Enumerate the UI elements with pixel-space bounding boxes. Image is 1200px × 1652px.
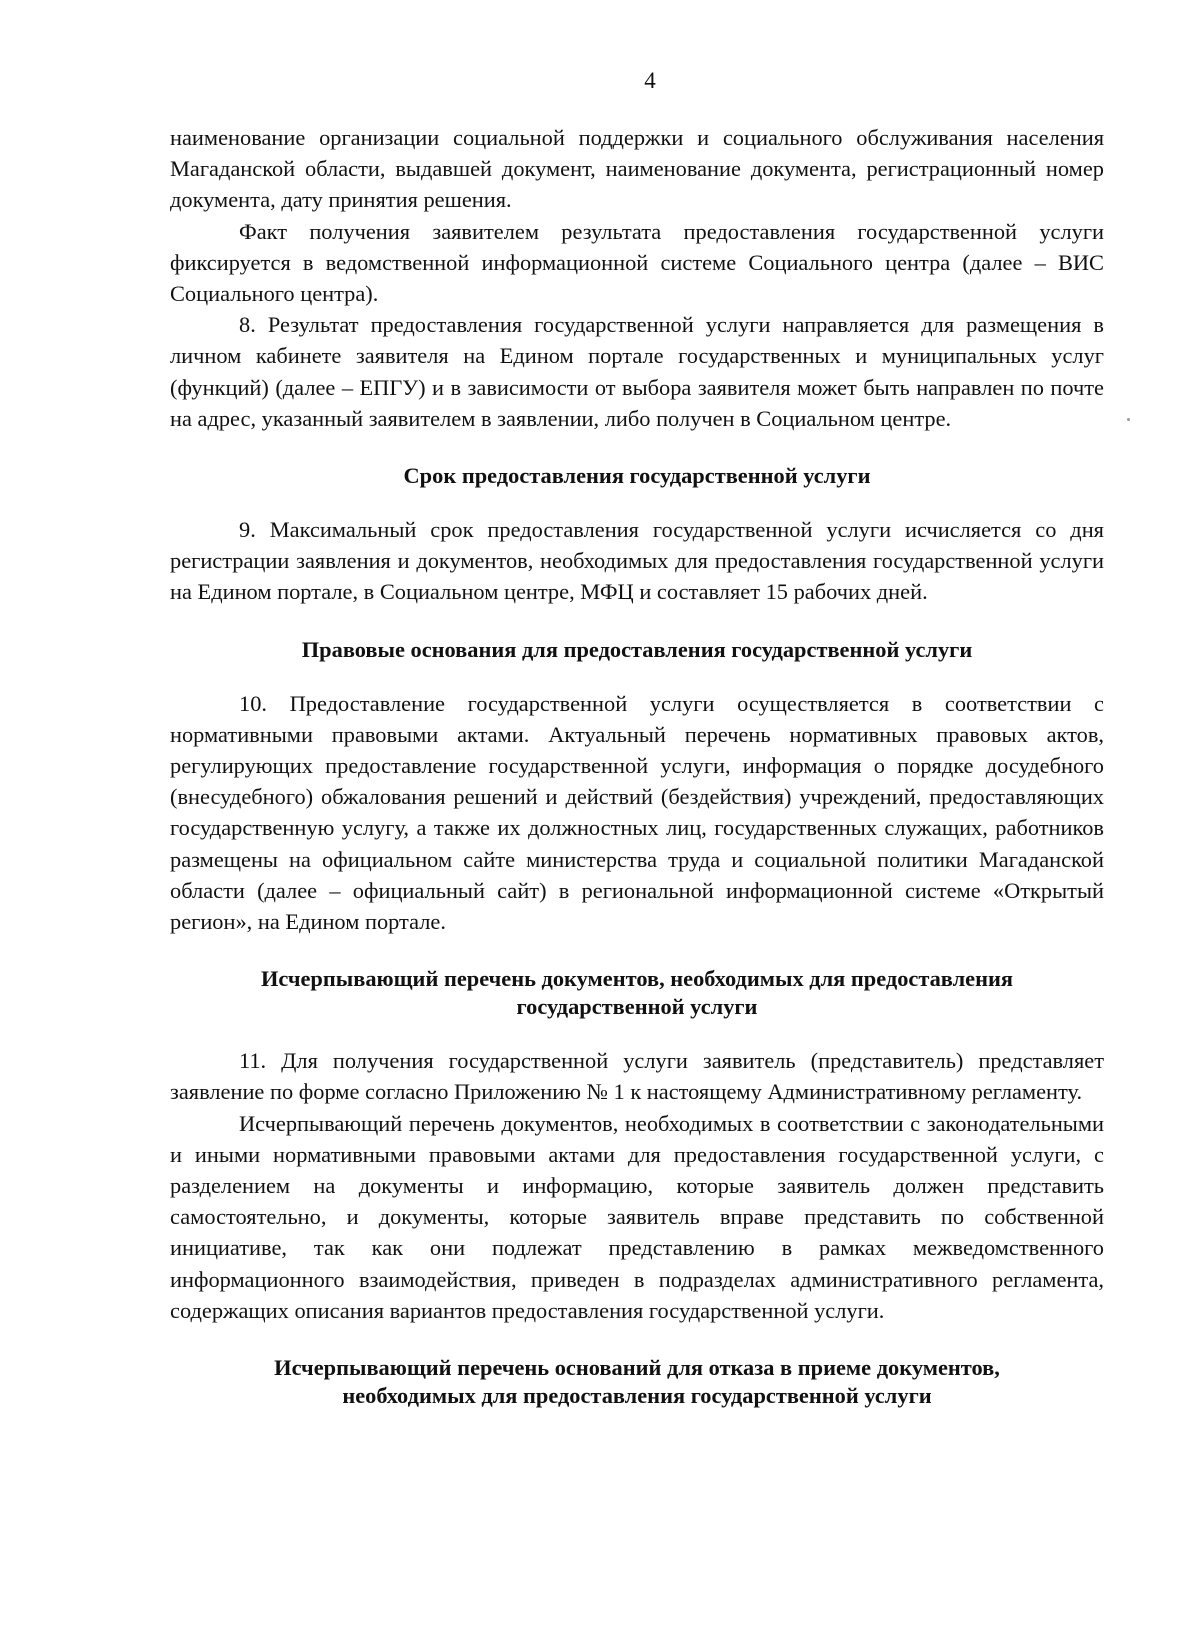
- heading-refusal-grounds-line-1: Исчерпывающий перечень оснований для отказа в приеме документов,: [274, 1355, 1000, 1381]
- document-body: [170, 122, 1104, 1410]
- paragraph-documents-list: Исчерпывающий перечень документов, необходимых в соответствии с законодательными и иными нормативными правовыми актами для предоставления государственной услуги, с разделением на документы и информацию, которые заявитель должен представить самостоятельно, и документы, которые заявитель вправе представить по собственной инициативе, так как они подлежат представлению в рамках межведомственного информационного взаимодействия, приведен в подразделах административного регламента, содержащих описания вариантов предоставления государственной услуги.: [170, 1110, 1104, 1323]
- scan-speck: [1127, 418, 1130, 421]
- page-number: 4: [644, 68, 656, 93]
- paragraph-item-8: 8. Результат предоставления государственной услуги направляется для размещения в личном кабинете заявителя на Едином портале государственных и муниципальных услуг (функций) (далее – ЕПГУ) и в зависимости от выбора заявителя может быть направлен по почте на адрес, указанный заявителем в заявлении, либо получен в Социальном центре.: [170, 312, 1104, 431]
- paragraph-result-fact: Факт получения заявителем результата предоставления государственной услуги фиксируется в ведомственной информационной системе Социального центра (далее – ВИС Социального центра).: [170, 218, 1104, 307]
- heading-required-documents-line-2: государственной услуги: [516, 994, 758, 1020]
- paragraph-item-11: 11. Для получения государственной услуги заявитель (представитель) представляет заявление по форме согласно Приложению № 1 к настоящему Административному регламенту.: [170, 1048, 1104, 1105]
- heading-legal-basis: Правовые основания для предоставления государственной услуги: [301, 636, 973, 662]
- heading-service-term: Срок предоставления государственной услуги: [403, 463, 871, 489]
- heading-refusal-grounds: [170, 1354, 1104, 1410]
- paragraph-item-9: 9. Максимальный срок предоставления государственной услуги исчисляется со дня регистрации заявления и документов, необходимых для предоставления государственной услуги на Едином портале, в Социальном центре, МФЦ и составляет 15 рабочих дней.: [170, 517, 1104, 605]
- heading-required-documents: [170, 965, 1104, 1021]
- heading-required-documents-line-1: Исчерпывающий перечень документов, необходимых для предоставления: [260, 966, 1014, 992]
- heading-refusal-grounds-line-2: необходимых для предоставления государственной услуги: [342, 1383, 932, 1409]
- paragraph-item-10: 10. Предоставление государственной услуги осуществляется в соответствии с нормативными правовыми актами. Актуальный перечень нормативных правовых актов, регулирующих предоставление государственной услуги, информация о порядке досудебного (внесудебного) обжалования решений и действий (бездействия) учреждений, предоставляющих государственную услугу, а также их должностных лиц, государственных служащих, работников размещены на официальном сайте министерства труда и социальной политики Магаданской области (далее – официальный сайт) в региональной информационной системе «Открытый регион», на Едином портале.: [170, 690, 1104, 935]
- paragraph-org-name: наименование организации социальной поддержки и социального обслуживания населения Магаданской области, выдавшей документ, наименование документа, регистрационный номер документа, дату принятия решения.: [170, 125, 1104, 213]
